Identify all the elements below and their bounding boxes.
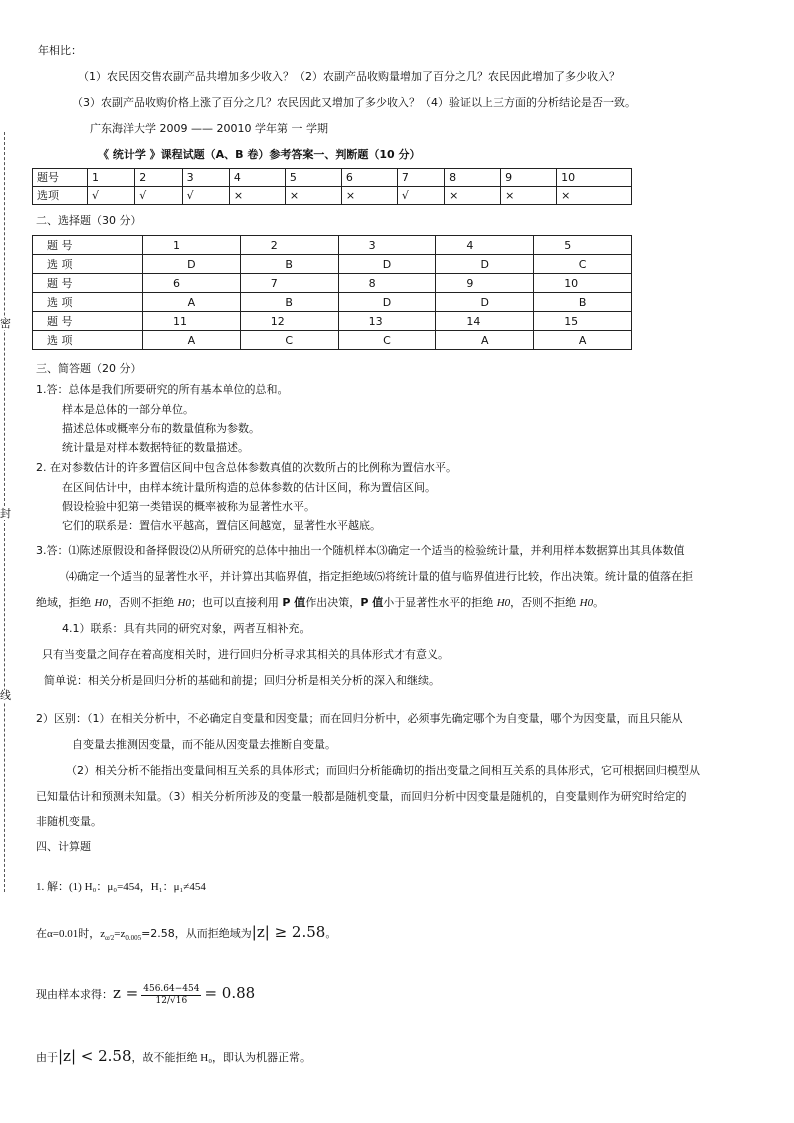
table-cell: B <box>534 293 632 312</box>
table-cell: × <box>341 187 397 205</box>
intro-line-2: （1）农民因交售农副产品共增加多少收入？（2）农副产品收购量增加了百分之几？农民因此增加了多少收入？ <box>78 70 620 83</box>
q1-line-2: 样本是总体的一部分单位。 <box>62 403 194 416</box>
table-row <box>33 331 632 350</box>
calc-heading: 四、计算题 <box>36 840 91 853</box>
table-cell: 11 <box>143 312 241 331</box>
table-cell: × <box>285 187 341 205</box>
exam-title: 《 统计学 》课程试题（A、B 卷）参考答案一、判断题（10 分） <box>98 148 421 161</box>
text-run: α=0.01 <box>47 928 79 940</box>
table-cell: × <box>557 187 632 205</box>
q4-line-4: 2）区别：（1）在相关分析中，不必确定自变量和因变量；而在回归分析中，必须事先确定哪个为自变量，哪个为因变量，而且只能从 <box>36 712 683 725</box>
table-cell: A <box>436 331 534 350</box>
table-cell: 7 <box>240 274 338 293</box>
row-label: 选 项 <box>33 255 143 274</box>
row-label: 选项 <box>33 187 88 205</box>
text-run: 现由样本求得： <box>36 988 113 1001</box>
table-row <box>33 255 632 274</box>
table-cell: × <box>229 187 285 205</box>
q4-line-5: 自变量去推测因变量，而不能从因变量去推断自变量。 <box>72 738 336 751</box>
table-row <box>33 236 632 255</box>
q2-line-4: 它们的联系是：置信水平越高，置信区间越宽，显著性水平越底。 <box>62 519 381 532</box>
table-cell: 10 <box>534 274 632 293</box>
table-cell: 2 <box>240 236 338 255</box>
table-cell: 4 <box>229 169 285 187</box>
table-row <box>33 274 632 293</box>
text-run: 在 <box>36 927 47 940</box>
text-run: H0 <box>579 597 594 609</box>
table-row <box>33 312 632 331</box>
table-cell: C <box>534 255 632 274</box>
q1-line-3: 描述总体或概率分布的数量值称为参数。 <box>62 422 260 435</box>
choice-table <box>32 235 632 350</box>
text-run: H0 <box>496 597 511 609</box>
table-cell: 2 <box>135 169 182 187</box>
table-cell: A <box>143 331 241 350</box>
calc-line-2 <box>36 922 336 948</box>
table-cell: 8 <box>445 169 501 187</box>
table-cell: C <box>338 331 436 350</box>
text-run: =2.58，从而拒绝域为 <box>141 927 252 940</box>
text-run: ；也可以直接利用 <box>190 596 283 609</box>
text-run: 小于显著性水平的拒绝 <box>383 596 497 609</box>
q3-line-2: ⑷确定一个适当的显著性水平，并计算出其临界值，指定拒绝域⑸将统计量的值与临界值进行比较，作出决策。统计量的值落在拒 <box>66 570 693 583</box>
fraction <box>141 984 201 1007</box>
row-label: 题号 <box>33 169 88 187</box>
table-cell: D <box>436 293 534 312</box>
calc-line-1: 1. 解：(1) H₀：μ₀=454，H₁：μ₁≠454 <box>36 881 206 893</box>
table-cell: B <box>240 255 338 274</box>
fraction-denominator: 12/√16 <box>155 995 188 1006</box>
row-label: 题 号 <box>33 312 143 331</box>
math-run: |z| ≥ 2.58 <box>251 923 326 941</box>
table-cell: 5 <box>534 236 632 255</box>
table-cell: 4 <box>436 236 534 255</box>
text-run: ，否则不拒绝 <box>510 596 580 609</box>
q2-line-3: 假设检验中犯第一类错误的概率被称为显著性水平。 <box>62 500 315 513</box>
math-run: z = <box>113 984 139 1002</box>
table-cell: 9 <box>501 169 557 187</box>
table-cell: B <box>240 293 338 312</box>
text-run: α/2 <box>105 934 115 943</box>
intro-line-3: （3）农副产品收购价格上涨了百分之几？农民因此又增加了多少收入？（4）验证以上三方面的分析结论是否一致。 <box>72 96 636 109</box>
table-cell: D <box>436 255 534 274</box>
q4-line-6: （2）相关分析不能指出变量间相互关系的具体形式；而回归分析能确切的指出变量之间相互关系的具体形式，它可根据回归模型从 <box>66 764 700 777</box>
margin-mark-feng: 封 <box>0 507 11 520</box>
row-label: 选 项 <box>33 331 143 350</box>
row-label: 题 号 <box>33 274 143 293</box>
q4-line-7: 已知量估计和预测未知量。（3）相关分析所涉及的变量一般都是随机变量，而回归分析中因变量是随机的，自变量则作为研究时给定的 <box>36 790 687 803</box>
table-cell: C <box>240 331 338 350</box>
math-run: |z| < 2.58 <box>58 1047 132 1065</box>
calc-line-3 <box>36 978 255 1010</box>
table-cell: 8 <box>338 274 436 293</box>
q2-line-2: 在区间估计中，由样本统计量所构造的总体参数的估计区间，称为置信区间。 <box>62 481 436 494</box>
table-cell: A <box>143 293 241 312</box>
text-run: 作出决策， <box>305 596 361 609</box>
intro-line-1: 年相比： <box>38 44 82 57</box>
q3-line-1: 3.答：⑴陈述原假设和备择假设⑵从所研究的总体中抽出一个随机样本⑶确定一个适当的检验统计量，并利用样本数据算出其具体数值 <box>36 544 685 557</box>
q4-line-8: 非随机变量。 <box>36 815 102 828</box>
table-cell: √ <box>135 187 182 205</box>
text-run: 。 <box>593 596 605 609</box>
q4-line-3: 简单说：相关分析是回归分析的基础和前提；回归分析是相关分析的深入和继续。 <box>44 674 440 687</box>
text-run: P 值 <box>282 596 306 609</box>
short-heading: 三、简答题（20 分） <box>36 362 142 375</box>
table-cell: 6 <box>143 274 241 293</box>
row-label: 选 项 <box>33 293 143 312</box>
text-run: 时，z <box>78 928 106 940</box>
text-run: 。 <box>325 927 337 940</box>
text-run: P 值 <box>360 596 384 609</box>
table-cell: 12 <box>240 312 338 331</box>
text-run: 0.005 <box>125 934 142 943</box>
row-label: 题 号 <box>33 236 143 255</box>
fraction-numerator: 456.64−454 <box>143 983 200 994</box>
table-cell: 1 <box>143 236 241 255</box>
margin-mark-xian: 线 <box>0 689 11 702</box>
table-cell: 10 <box>557 169 632 187</box>
q4-line-2: 只有当变量之间存在着高度相关时，进行回归分析寻求其相关的具体形式才有意义。 <box>42 648 449 661</box>
text-run: 由于 <box>36 1051 58 1064</box>
q2-line-1: 2. 在对参数估计的许多置信区间中包含总体参数真值的次数所占的比例称为置信水平。 <box>36 461 457 474</box>
table-cell: × <box>445 187 501 205</box>
text-run: 绝域，拒绝 <box>36 596 95 609</box>
table-cell: A <box>534 331 632 350</box>
table-cell: 1 <box>88 169 135 187</box>
table-cell: D <box>338 255 436 274</box>
text-run: H0 <box>94 597 108 609</box>
table-cell: 3 <box>338 236 436 255</box>
table-cell: D <box>338 293 436 312</box>
table-row <box>33 187 632 205</box>
choice-heading: 二、选择题（30 分） <box>36 214 142 227</box>
table-cell: 6 <box>341 169 397 187</box>
table-row <box>33 293 632 312</box>
table-cell: D <box>143 255 241 274</box>
calc-line-4 <box>36 1046 311 1068</box>
table-cell: 9 <box>436 274 534 293</box>
text-run: ，否则不拒绝 <box>107 596 178 609</box>
table-cell: 13 <box>338 312 436 331</box>
judge-table <box>32 168 632 205</box>
text-run: =z <box>114 928 126 940</box>
table-cell: 7 <box>397 169 444 187</box>
q4-line-1: 4.1）联系：具有共同的研究对象，两者互相补充。 <box>62 622 311 635</box>
margin-mark-mi: 密 <box>0 317 11 330</box>
q1-line-1: 1.答：总体是我们所要研究的所有基本单位的总和。 <box>36 383 289 396</box>
table-cell: × <box>501 187 557 205</box>
table-cell: √ <box>88 187 135 205</box>
table-cell: √ <box>397 187 444 205</box>
text-run: H0 <box>177 597 191 609</box>
math-run: = 0.88 <box>204 984 256 1002</box>
table-row <box>33 169 632 187</box>
text-run: ，故不能拒绝 H₀，即认为机器正常。 <box>131 1052 312 1064</box>
q1-line-4: 统计量是对样本数据特征的数量描述。 <box>62 441 249 454</box>
table-cell: 3 <box>182 169 229 187</box>
table-cell: 15 <box>534 312 632 331</box>
school-header: 广东海洋大学 2009 —— 20010 学年第 一 学期 <box>90 122 328 135</box>
q3-line-3 <box>36 596 604 610</box>
table-cell: 14 <box>436 312 534 331</box>
table-cell: 5 <box>285 169 341 187</box>
table-cell: √ <box>182 187 229 205</box>
